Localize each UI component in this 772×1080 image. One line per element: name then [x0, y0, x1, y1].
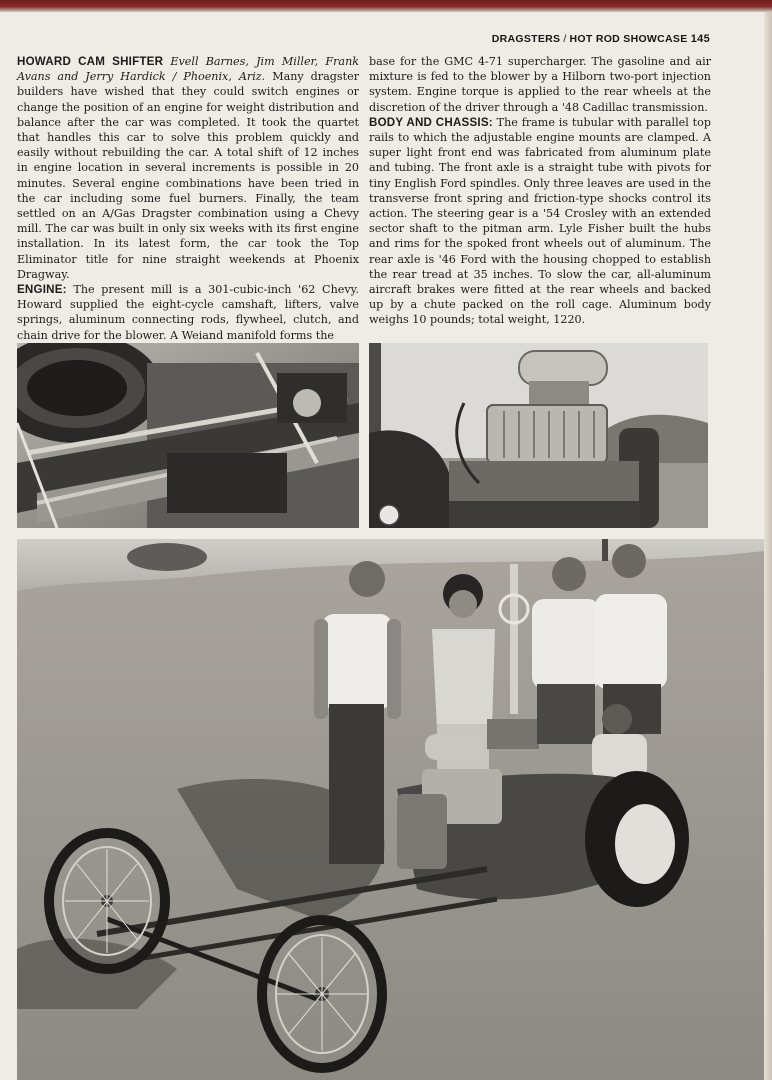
header-separator: /: [563, 33, 567, 45]
page-binding-edge: [764, 12, 772, 1080]
article-byline: Evell Barnes, Jim Miller, Frank Avans and Jerry Hardick / Phoenix, Ariz.: [17, 55, 359, 84]
engine-heading: ENGINE:: [17, 283, 67, 297]
intro-paragraph: [17, 54, 359, 282]
text-column-right: [369, 54, 711, 328]
engine-text-right: base for the GMC 4-71 supercharger. The gasoline and air mixture is fed to the blower by a Hilborn two-port injection system. Engine torque is applied to the rear wheels at the discretion of the driver through a '48 Cadillac transmission.: [369, 55, 711, 114]
engine-paragraph: [17, 282, 359, 343]
engine-continued-paragraph: [369, 54, 711, 115]
page-number: 145: [690, 33, 710, 45]
text-column-left: [17, 54, 359, 343]
running-header: [492, 33, 710, 45]
engine-text-left: The present mill is a 301-cubic-inch '62 Chevy. Howard supplied the eight-cycle camshaft, lifters, valve springs, aluminum connecting rods, flywheel, clutch, and chain drive for the blower. A Weiand manifold forms the: [17, 283, 359, 342]
body-chassis-paragraph: [369, 115, 711, 328]
page-top-edge: [0, 0, 772, 12]
article-title: HOWARD CAM SHIFTER: [17, 55, 164, 68]
chassis-closeup-photo: [17, 343, 359, 528]
crew-and-dragster-photo: [17, 539, 764, 1080]
header-publication: HOT ROD SHOWCASE: [569, 33, 688, 45]
header-section: DRAGSTERS: [491, 33, 561, 45]
body-chassis-heading: BODY AND CHASSIS:: [369, 115, 493, 129]
intro-text: Many dragster builders have wished that they could switch engines or change the position of an engine for weight distribution and balance after the car was completed. It took the quartet that handles this car to solve this problem quickly and easily without rebuilding the car. A total shift of 12 inches in engine location in several increments is possible in 20 minutes. Several engine combinations have been tried in the car including some fuel burners. Finally, the team settled on an A/Gas Dragster combination using a Chevy mill. The car was built in only six weeks with its first engine installation. In its latest form, the car took the Top Eliminator title for nine straight weekends at Phoenix Dragway.: [17, 70, 360, 281]
blower-engine-photo: [369, 343, 708, 528]
body-chassis-text: The frame is tubular with parallel top rails to which the adjustable engine mounts are clamped. A super light front end was fabricated from aluminum plate and tubing. The front axle is a straight tube with pivots for tiny English Ford spindles. Only three leaves are used in the transverse front spring and friction-type shocks control its action. The steering gear is a '54 Crosley with an extended sector shaft to the pitman arm. Lyle Fisher built the hubs and rims for the spoked front wheels out of aluminum. The rear axle is '46 Ford with the housing chopped to establish the rear tread at 35 inches. To slow the car, all-aluminum aircraft brakes were fitted at the rear wheels and backed up by a chute packed on the roll cage. Aluminum body weighs 10 pounds; total weight, 1220.: [369, 115, 711, 327]
